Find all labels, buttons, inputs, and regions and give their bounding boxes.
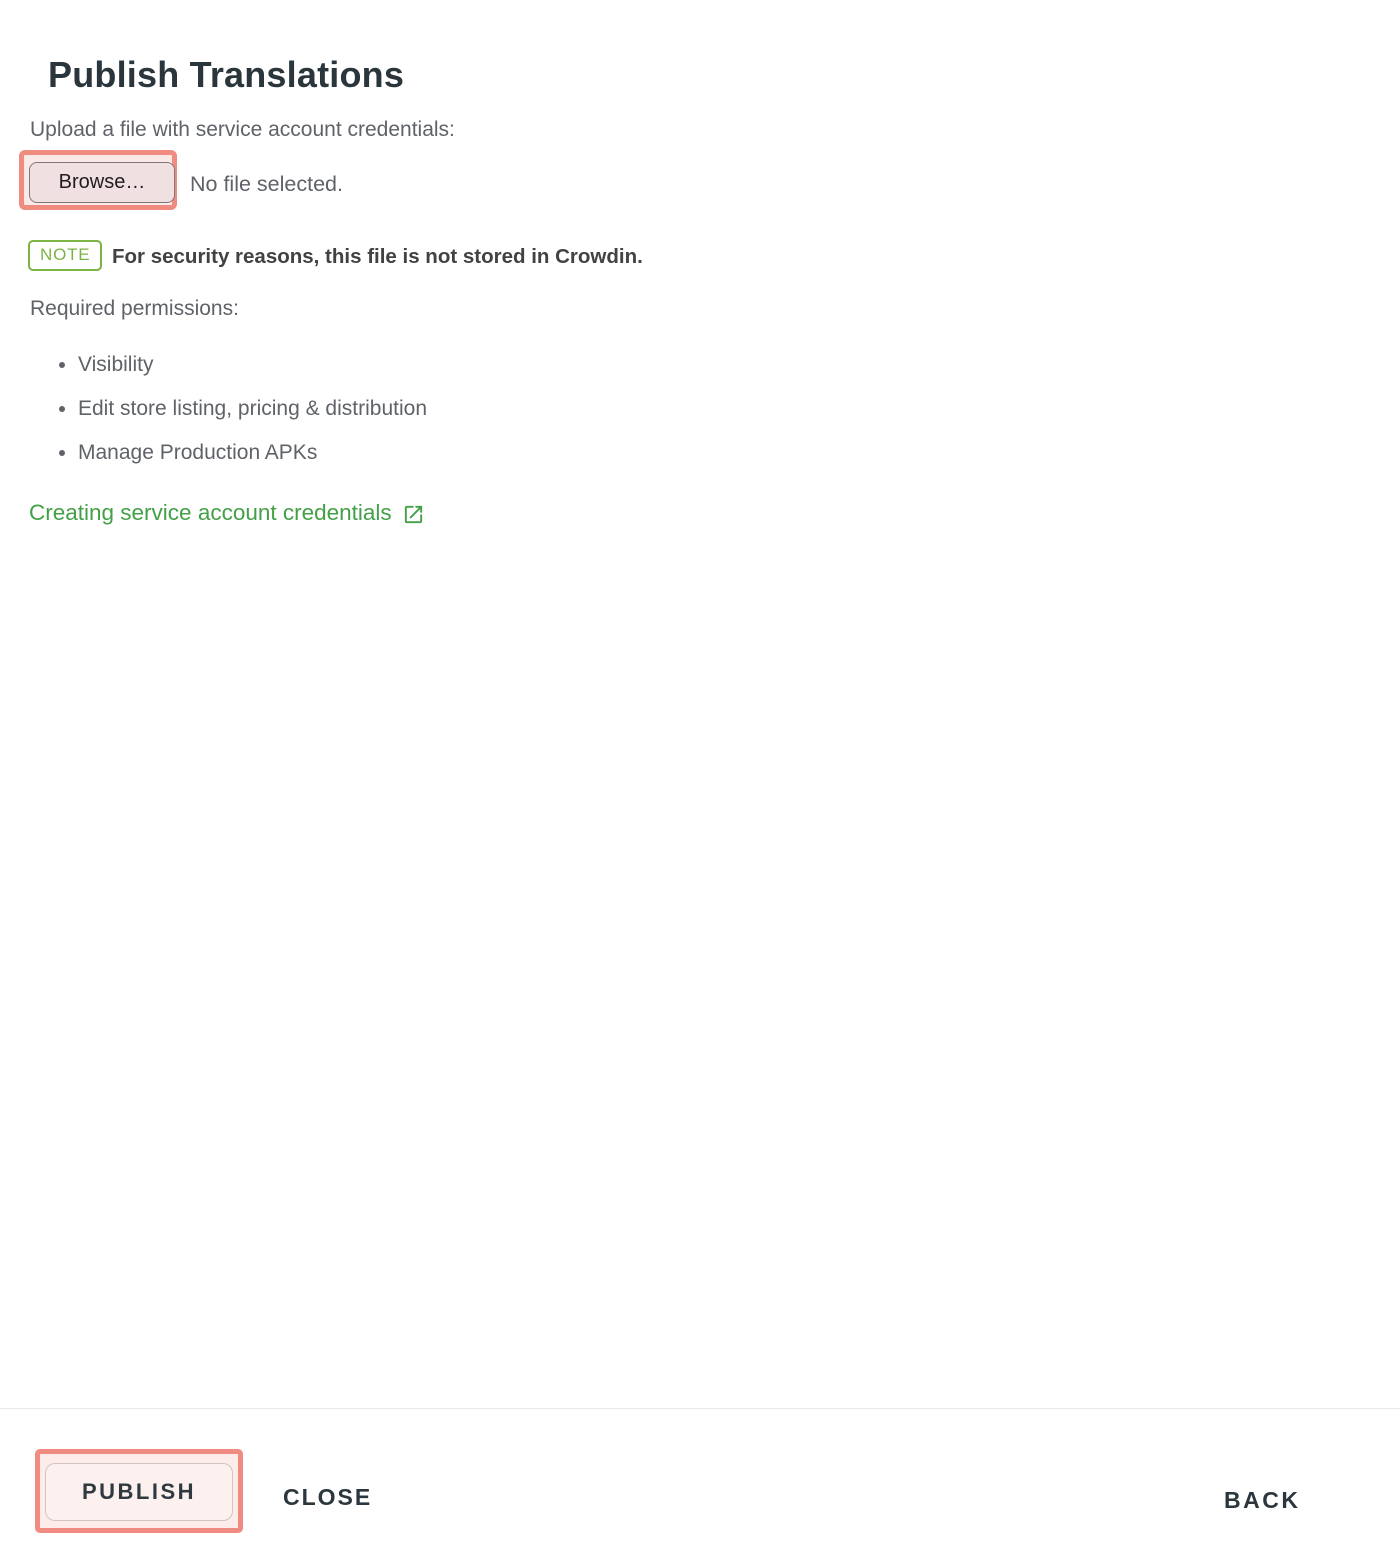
list-item: • Visibility <box>78 352 427 377</box>
creating-credentials-link[interactable] <box>29 500 425 526</box>
publish-button[interactable]: PUBLISH <box>45 1463 233 1521</box>
security-note-text: For security reasons, this file is not stored in Crowdin. <box>112 245 643 268</box>
browse-file-button[interactable]: Browse… <box>29 162 175 203</box>
no-file-selected-text: No file selected. <box>190 172 343 196</box>
close-button[interactable]: CLOSE <box>283 1484 373 1510</box>
publish-annotation-highlight <box>35 1449 243 1533</box>
note-badge: NOTE <box>28 240 102 271</box>
page-title: Publish Translations <box>48 54 405 96</box>
back-button[interactable]: BACK <box>1224 1487 1301 1513</box>
permissions-list <box>57 352 427 484</box>
required-permissions-label: Required permissions: <box>30 297 239 320</box>
browse-annotation-highlight <box>19 150 177 210</box>
list-item: • Manage Production APKs <box>78 440 427 465</box>
creating-credentials-link-label: Creating service account credentials <box>29 500 392 525</box>
list-item: • Edit store listing, pricing & distribution <box>78 396 427 421</box>
open-in-new-icon <box>402 503 425 526</box>
footer-divider <box>0 1408 1400 1409</box>
upload-credentials-label: Upload a file with service account credentials: <box>30 118 455 141</box>
